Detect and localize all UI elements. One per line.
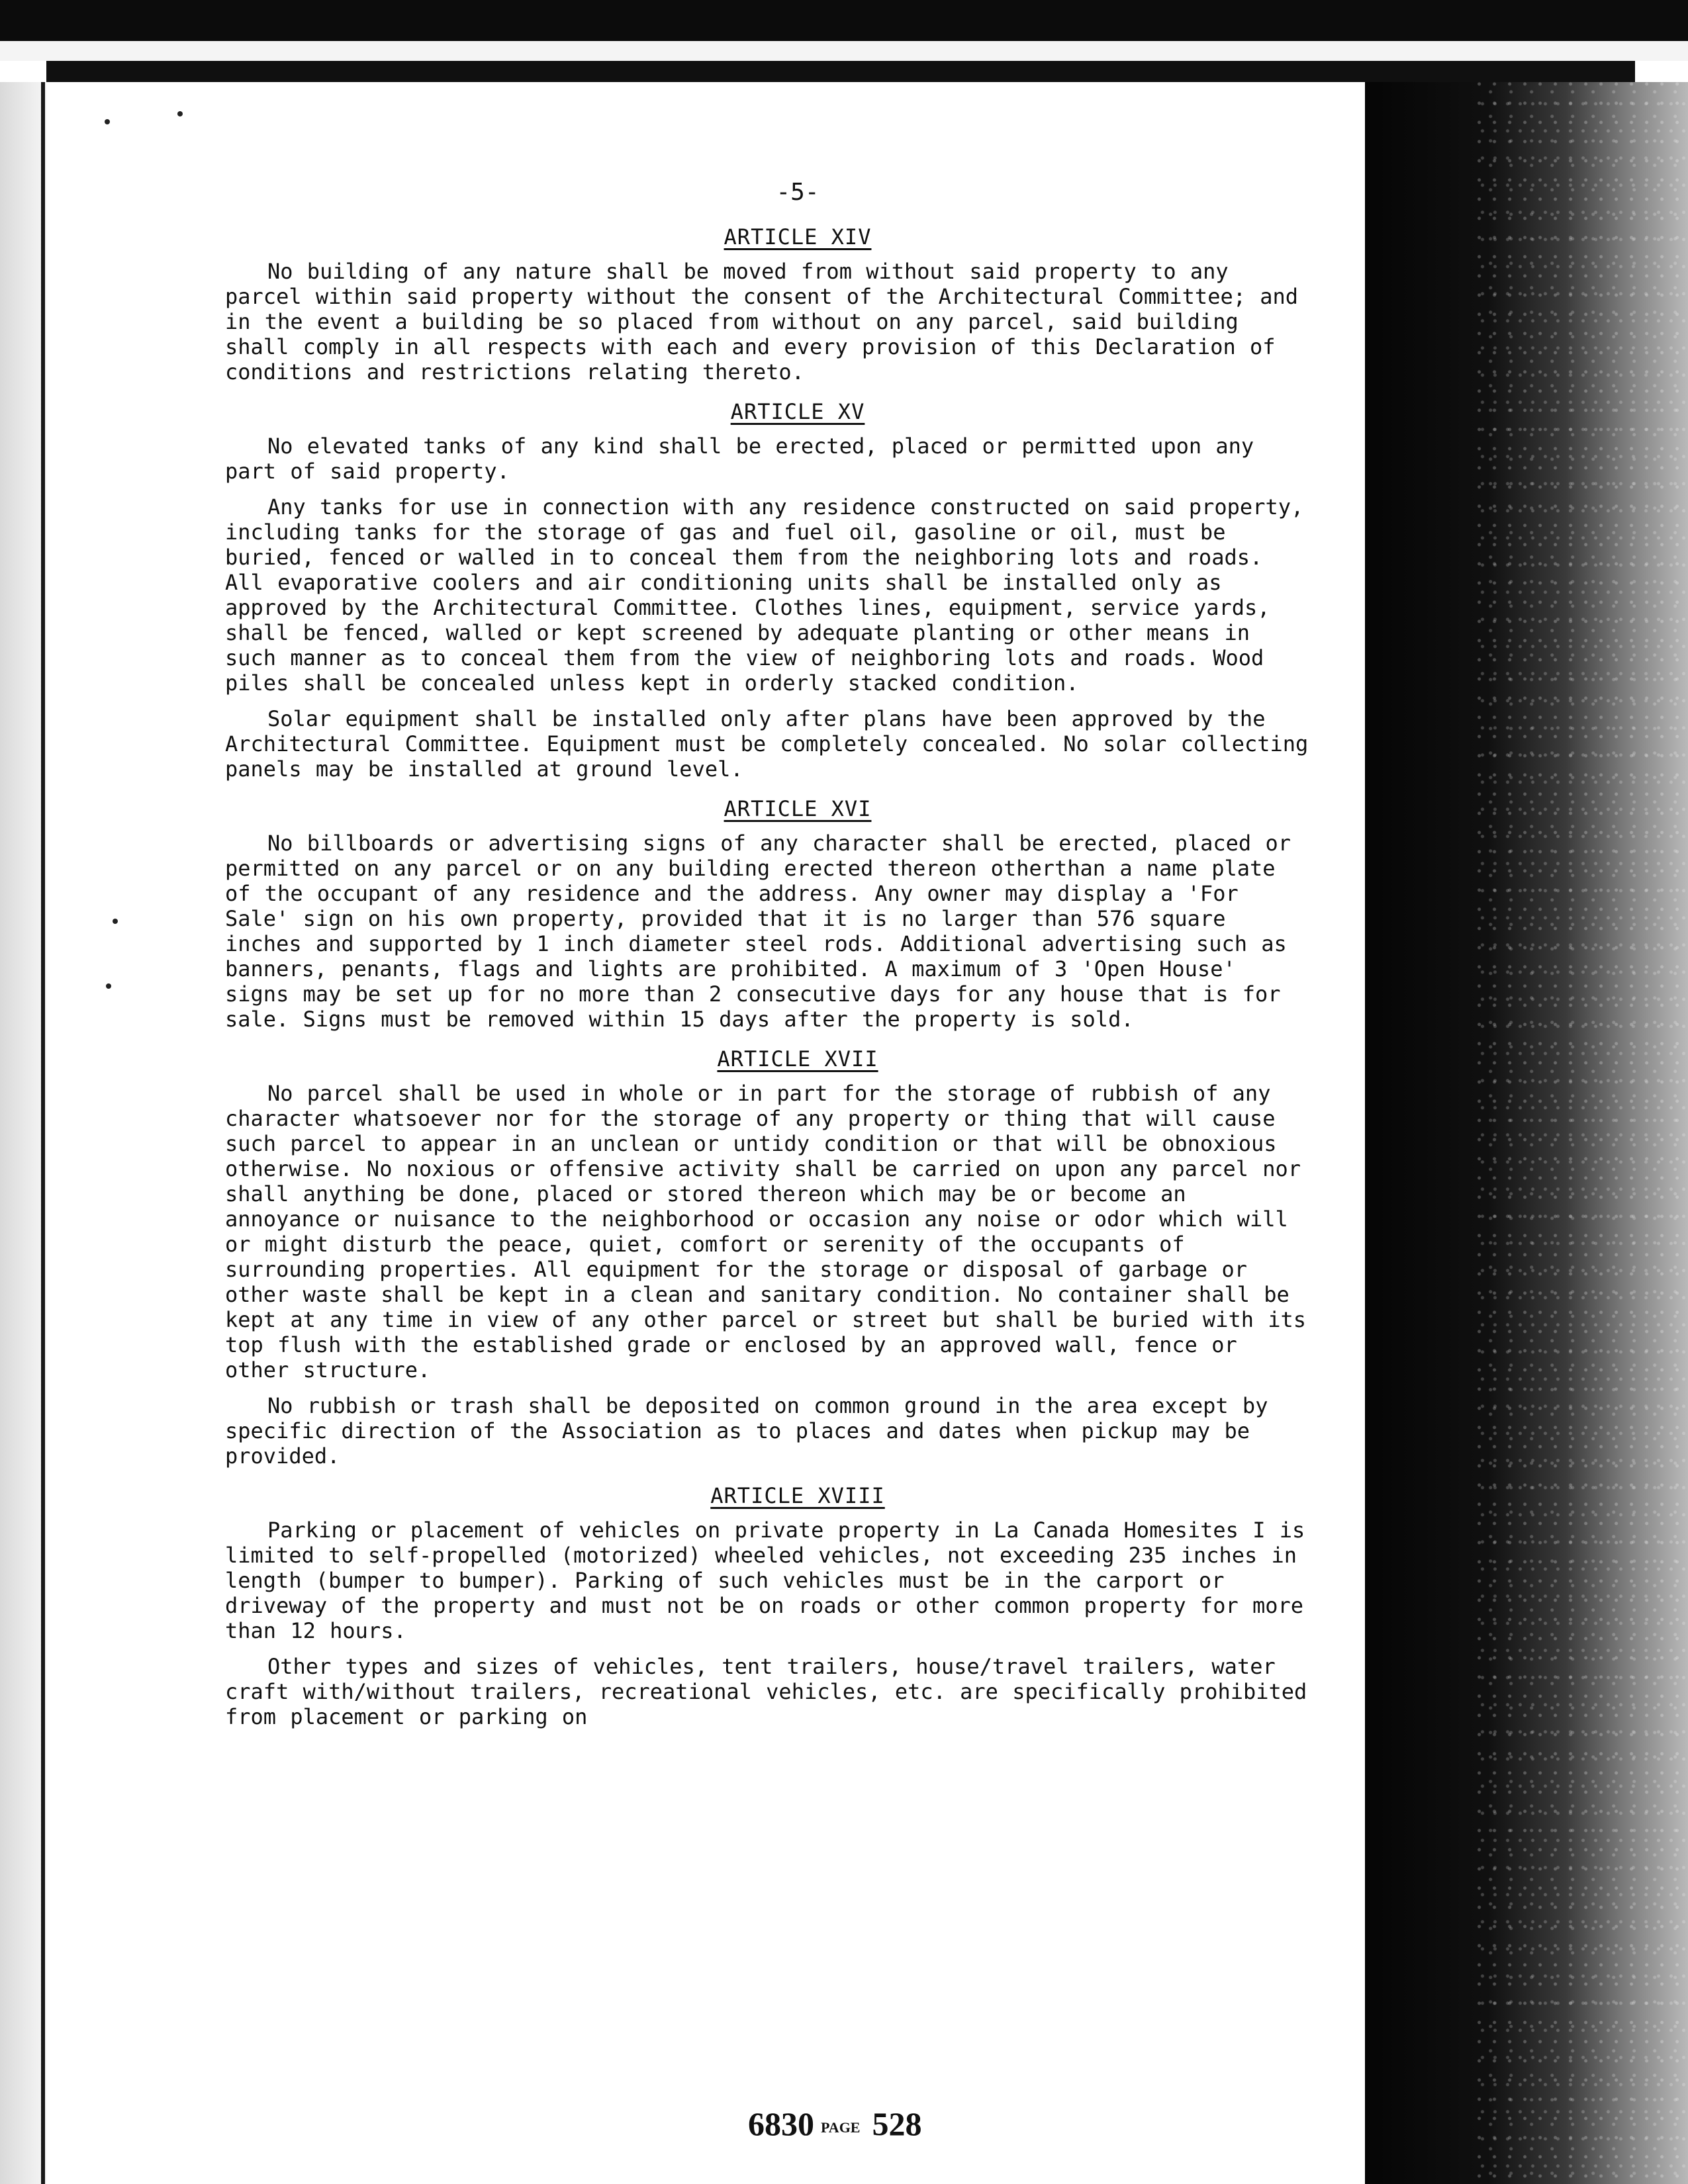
- page-number: -5-: [776, 179, 820, 206]
- article-paragraph: No elevated tanks of any kind shall be erected, placed or permitted upon any part of said property.: [225, 433, 1254, 484]
- book-number: 6830: [748, 2105, 814, 2142]
- article-paragraph: Other types and sizes of vehicles, tent trailers, house/travel trailers, water craft with/without trailers, recreational vehicles, etc. are specifically prohibited from placement or parking on: [225, 1654, 1307, 1729]
- article-xvi: [225, 796, 1311, 1032]
- scan-left-edge: [0, 82, 46, 2184]
- scan-dot: [177, 111, 183, 116]
- article-paragraph: Any tanks for use in connection with any residence constructed on said property, including tanks for the storage of gas and fuel oil, gasoline or oil, must be buried, fenced or walled in to conceal them from the neighboring lots and roads. All evaporative coolers and air conditioning units shall be installed only as approved by the Architectural Committee. Clothes lines, equipment, service yards, shall be fenced, walled or kept screened by adequate planting or other means in such manner as to conceal them from the view of neighboring lots and roads. Wood piles shall be concealed unless kept in orderly stacked condition.: [225, 494, 1304, 696]
- article-xiv: [225, 224, 1311, 385]
- scan-second-band: [46, 61, 1635, 82]
- document-body: [225, 179, 1311, 1744]
- article-paragraph: No rubbish or trash shall be deposited on common ground in the area except by specific direction of the Association as to places and dates when pickup may be provided.: [225, 1393, 1268, 1469]
- scan-right-speckle: [1476, 82, 1688, 2184]
- scan-dot: [105, 119, 110, 124]
- article-title: ARTICLE XVII: [717, 1046, 878, 1071]
- recording-stamp: [748, 2105, 921, 2143]
- scan-left-rule: [41, 82, 45, 2184]
- article-xv: [225, 399, 1311, 782]
- article-title: ARTICLE XVI: [724, 796, 872, 821]
- article-paragraph: Solar equipment shall be installed only after plans have been approved by the Architectural Committee. Equipment must be completely concealed. No solar collecting panels may be installed at ground level.: [225, 706, 1309, 782]
- article-paragraph: Parking or placement of vehicles on private property in La Canada Homesites I is limited to self-propelled (motorized) wheeled vehicles, not exceeding 235 inches in length (bumper to bumper). Parking of such vehicles must be in the carport or driveway of the property and must not be on roads or other common property for more than 12 hours.: [225, 1518, 1305, 1643]
- article-paragraph: No building of any nature shall be moved from without said property to any parcel within said property without the consent of the Architectural Committee; and in the event a building be so placed from without on any parcel, said building shall comply in all respects with each and every provision of this Declaration of conditions and restrictions relating thereto.: [225, 259, 1299, 385]
- article-title: ARTICLE XVIII: [710, 1483, 885, 1508]
- article-paragraph: No parcel shall be used in whole or in part for the storage of rubbish of any character whatsoever nor for the storage of any property or thing that will cause such parcel to appear in an unclean or untidy condition or that will be obnoxious otherwise. No noxious or offensive activity shall be carried on upon any parcel nor shall anything be done, placed or stored thereon which may be or become an annoyance or nuisance to the neighborhood or occasion any noise or odor which will or might disturb the peace, quiet, comfort or serenity of the occupants of surrounding properties. All equipment for the storage or disposal of garbage or other waste shall be kept in a clean and sanitary condition. No container shall be kept at any time in view of any other parcel or street but shall be buried with its top flush with the established grade or enclosed by an approved wall, fence or other structure.: [225, 1081, 1307, 1383]
- scan-top-gap: [0, 41, 1688, 61]
- article-title: ARTICLE XV: [730, 399, 865, 424]
- article-paragraph: No billboards or advertising signs of any character shall be erected, placed or permitted on any parcel or on any building erected thereon otherthan a name plate of the occupant of any residence and the address. Any owner may display a 'For Sale' sign on his own property, provided that it is no larger than 576 square inches and supported by 1 inch diameter steel rods. Additional advertising such as banners, penants, flags and lights are prohibited. A maximum of 3 'Open House' signs may be set up for no more than 2 consecutive days for any house that is for sale. Signs must be removed within 15 days after the property is sold.: [225, 831, 1291, 1032]
- article-xviii: [225, 1483, 1311, 1729]
- article-title: ARTICLE XIV: [724, 224, 872, 250]
- scan-dot: [113, 919, 118, 924]
- scan-dot: [106, 983, 111, 989]
- scan-top-band: [0, 0, 1688, 41]
- article-xvii: [225, 1046, 1311, 1469]
- page-label: PAGE: [821, 2118, 861, 2136]
- recorded-page-number: 528: [872, 2105, 922, 2142]
